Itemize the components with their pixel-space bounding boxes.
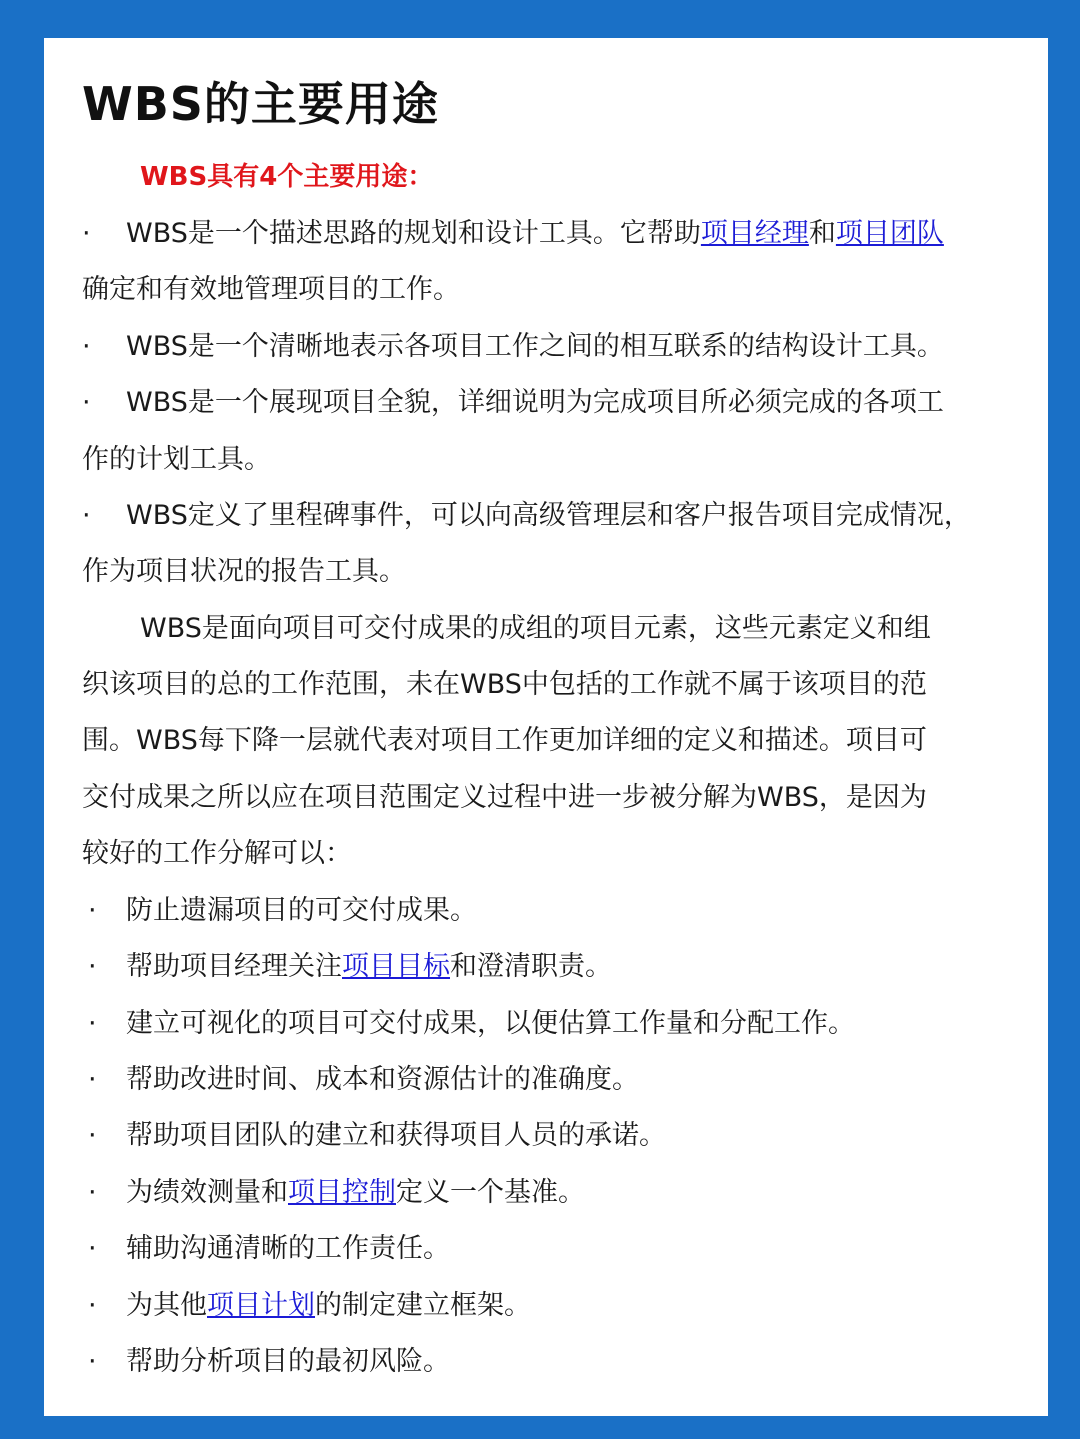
bullet: · [88, 1120, 97, 1151]
bullet: · [88, 1290, 97, 1321]
use-item-2: · WBS是一个清晰地表示各项目工作之间的相互联系的结构设计工具。 [82, 327, 944, 367]
paragraph-line-5: 较好的工作分解可以： [82, 838, 352, 869]
bullet: · [88, 1064, 97, 1095]
page-title: WBS的主要用途 [82, 77, 439, 131]
bullet: · [88, 895, 97, 926]
bullet: · [88, 1233, 97, 1264]
bullet: · [82, 500, 91, 531]
use-item-3-cont: 作的计划工具。 [82, 444, 271, 475]
benefit-item-3: · 建立可视化的项目可交付成果，以便估算工作量和分配工作。 [82, 1004, 855, 1044]
benefit-item-5: · 帮助项目团队的建立和获得项目人员的承诺。 [82, 1116, 666, 1156]
paragraph-line-3: 围。WBS每下降一层就代表对项目工作更加详细的定义和描述。项目可 [82, 725, 927, 756]
bullet: · [82, 331, 91, 362]
benefit-item-8: · 为其他项目计划的制定建立框架。 [82, 1286, 531, 1326]
benefit-item-1: · 防止遗漏项目的可交付成果。 [82, 891, 477, 931]
benefit-item-2: · 帮助项目经理关注项目目标和澄清职责。 [82, 947, 612, 987]
bullet: · [88, 1008, 97, 1039]
benefit-item-7: · 辅助沟通清晰的工作责任。 [82, 1229, 450, 1269]
bullet: · [82, 387, 91, 418]
paragraph-line-1: WBS是面向项目可交付成果的成组的项目元素，这些元素定义和组 [140, 613, 931, 644]
benefit-item-6: · 为绩效测量和项目控制定义一个基准。 [82, 1173, 585, 1213]
benefit-item-9: · 帮助分析项目的最初风险。 [82, 1342, 450, 1382]
use-item-1-cont: 确定和有效地管理项目的工作。 [82, 274, 460, 305]
link-project-objectives[interactable]: 项目目标 [342, 951, 450, 982]
use-item-1: · WBS是一个描述思路的规划和设计工具。它帮助项目经理和项目团队 [82, 214, 944, 254]
bullet: · [88, 1346, 97, 1377]
benefit-item-4: · 帮助改进时间、成本和资源估计的准确度。 [82, 1060, 639, 1100]
bullet: · [82, 218, 91, 249]
use-item-3: · WBS是一个展现项目全貌，详细说明为完成项目所必须完成的各项工 [82, 383, 944, 423]
link-project-plan[interactable]: 项目计划 [207, 1290, 315, 1321]
use-item-4-cont: 作为项目状况的报告工具。 [82, 556, 406, 587]
link-project-manager[interactable]: 项目经理 [700, 218, 809, 249]
paragraph-line-4: 交付成果之所以应在项目范围定义过程中进一步被分解为WBS，是因为 [82, 782, 927, 813]
use-item-4: · WBS定义了里程碑事件，可以向高级管理层和客户报告项目完成情况， [82, 496, 971, 536]
paragraph-line-2: 织该项目的总的工作范围，未在WBS中包括的工作就不属于该项目的范 [82, 669, 927, 700]
link-project-team[interactable]: 项目团队 [835, 218, 944, 249]
link-project-control[interactable]: 项目控制 [288, 1177, 396, 1208]
bullet: · [88, 1177, 97, 1208]
subtitle: WBS具有4个主要用途： [140, 162, 434, 192]
bullet: · [88, 951, 97, 982]
